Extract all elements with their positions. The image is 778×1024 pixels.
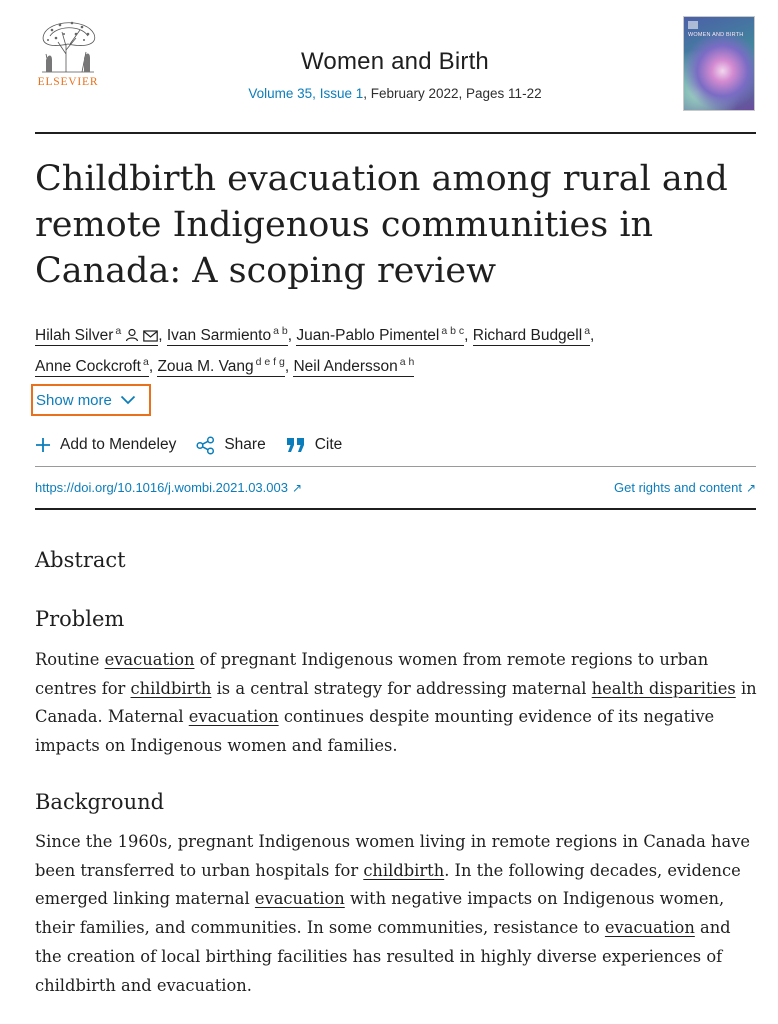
cite-label: Cite: [314, 436, 343, 453]
author-separator: ,: [284, 358, 294, 375]
arrow-up-right-icon: ↗: [291, 481, 303, 495]
author-link[interactable]: [296, 327, 464, 346]
abstract-divider: [35, 508, 756, 510]
author-entry: [157, 358, 293, 377]
publisher-name: ELSEVIER: [37, 76, 99, 88]
paragraph-text: Routine: [35, 650, 105, 669]
author-entry: [35, 327, 167, 346]
doi-link[interactable]: [35, 480, 302, 495]
elsevier-tree-logo: [36, 14, 100, 74]
author-entry: [473, 327, 595, 346]
author-name: Anne Cockcroft: [35, 358, 141, 375]
author-name: Ivan Sarmiento: [166, 327, 272, 344]
keyword-link[interactable]: evacuation: [104, 650, 195, 669]
cite-button[interactable]: [286, 436, 343, 454]
author-link[interactable]: [167, 327, 288, 346]
abstract-heading: Abstract: [35, 548, 126, 572]
author-separator: ,: [590, 327, 595, 344]
paragraph-text: is a central strategy for addressing maternal: [211, 678, 592, 698]
rights-text: Get rights and content: [614, 480, 742, 495]
author-separator: ,: [148, 358, 158, 375]
article-title: Childbirth evacuation among rural and remote Indigenous communities in Canada: A scoping review: [35, 159, 728, 291]
keyword-link[interactable]: evacuation: [604, 918, 695, 938]
quote-icon: [286, 437, 306, 453]
arrow-up-right-icon: ↗: [745, 481, 756, 495]
author-entry: [296, 327, 472, 346]
add-to-mendeley-button[interactable]: [35, 436, 176, 454]
paragraph-text: and the creation of local birthing facilities has resulted in highly diverse experiences of childbirth and evacuation.: [35, 918, 731, 995]
author-name: Juan-Pablo Pimentel: [296, 327, 440, 344]
add-to-mendeley-label: Add to Mendeley: [60, 436, 177, 453]
cover-title: WOMEN AND BIRTH: [688, 32, 744, 38]
author-separator: ,: [287, 327, 297, 344]
elsevier-logo[interactable]: [35, 14, 101, 94]
author-list: [35, 318, 756, 380]
author-link[interactable]: [157, 358, 284, 377]
author-link[interactable]: [293, 358, 414, 377]
actions-divider: [35, 466, 756, 467]
plus-icon: [35, 437, 51, 453]
paragraph-problem: [35, 646, 760, 761]
author-entry: [167, 327, 296, 346]
header-divider: [35, 132, 756, 134]
section-heading-problem: Problem: [35, 607, 125, 631]
author-link[interactable]: [473, 327, 590, 346]
keyword-link[interactable]: health disparities: [591, 678, 736, 698]
author-name: Neil Andersson: [293, 358, 398, 375]
author-entry: [35, 358, 157, 377]
share-button[interactable]: [196, 436, 265, 455]
paragraph-text: in Canada. Maternal: [35, 678, 757, 727]
issue-info: [175, 86, 615, 101]
paragraph-text: with negative impacts on Indigenous women, their families, and communities. In some communities, resistance to: [35, 889, 725, 938]
person-icon: [125, 328, 139, 342]
keyword-link[interactable]: childbirth: [363, 860, 445, 880]
share-label: Share: [224, 436, 266, 453]
paragraph-text: of pregnant Indigenous women from remote regions to urban centres for: [35, 650, 709, 698]
author-affiliation: a: [584, 325, 591, 337]
paragraph-background: [35, 828, 760, 1000]
author-entry: [293, 358, 414, 377]
rights-link[interactable]: [614, 480, 756, 495]
author-name: Hilah Silver: [35, 327, 114, 344]
keyword-link[interactable]: evacuation: [188, 707, 279, 727]
author-affiliation: a: [142, 356, 149, 368]
paragraph-text: . In the following decades, evidence emerged linking maternal: [35, 860, 741, 909]
keyword-link[interactable]: evacuation: [254, 889, 345, 909]
author-affiliation: a b: [273, 325, 288, 337]
article-actions: [35, 434, 362, 456]
author-affiliation: a b c: [441, 325, 465, 337]
author-affiliation: d e f g: [255, 356, 285, 368]
author-link[interactable]: [35, 327, 158, 346]
envelope-icon: [143, 330, 158, 342]
show-more-button[interactable]: [31, 384, 151, 416]
doi-text: https://doi.org/10.1016/j.wombi.2021.03.003: [35, 480, 288, 495]
share-icon: [196, 436, 215, 455]
paragraph-text: Since the 1960s, pregnant Indigenous women living in remote regions in Canada have been transferred to urban hospitals for: [35, 832, 750, 880]
chevron-down-icon: [120, 395, 136, 405]
author-name: Zoua M. Vang: [157, 358, 254, 375]
author-separator: ,: [464, 327, 473, 344]
issue-link[interactable]: Volume 35, Issue 1: [248, 86, 364, 101]
author-affiliation: a h: [399, 356, 415, 368]
paragraph-text: continues despite mounting evidence of its negative impacts on Indigenous women and families.: [35, 707, 715, 756]
section-heading-background: Background: [35, 790, 165, 814]
author-link[interactable]: [35, 358, 149, 377]
keyword-link[interactable]: childbirth: [130, 678, 212, 698]
journal-title[interactable]: Women and Birth: [301, 48, 489, 75]
issue-details: , February 2022, Pages 11-22: [363, 86, 542, 101]
journal-cover-image[interactable]: [683, 16, 755, 111]
author-affiliation: a: [115, 325, 122, 337]
journal-header: [35, 14, 756, 132]
author-name: Richard Budgell: [472, 327, 583, 344]
show-more-label: Show more: [36, 391, 112, 409]
journal-info: [175, 48, 615, 101]
cover-logo: [688, 21, 698, 29]
author-separator: ,: [158, 327, 167, 344]
